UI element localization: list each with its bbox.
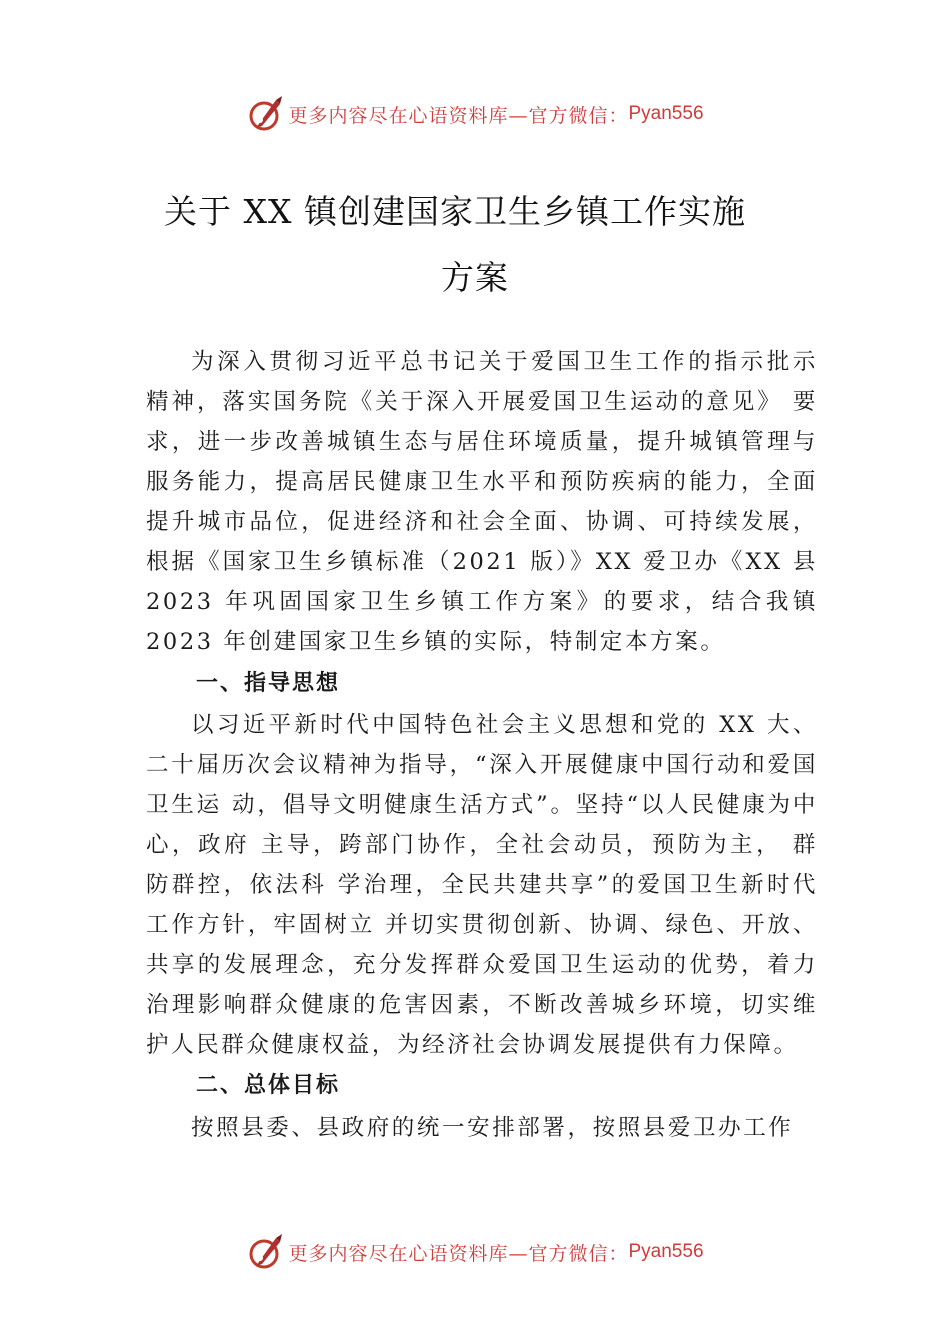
section-2-paragraph: 按照县委、县政府的统一安排部署，按照县爱卫办工作 <box>191 1115 794 1141</box>
wechat-id: Pyan556 <box>628 103 704 124</box>
banner-text: 更多内容尽在心语资料库—官方微信： <box>288 1242 629 1265</box>
section-1-paragraph: 以习近平新时代中国特色社会主义思想和党的 XX 大、二十届历次会议精神为指导，“深入开展健康中国行动和爱国卫生运 动，倡导文明健康生活方式”。坚持“以人民健康为中心，政府 主导，跨部门协作，全社会动员，预防为主， 群防群控，依法科 学治理，全民共建共享”的爱国卫生新时代工作方针，牢固树立 并切实贯彻创新、协调、绿色、开放、共享的发展理念，充分发挥群众爱国卫生运动的优势，着力治理影响群众健康的危害因素，不断改善城乡环境，切实维护人民群众健康权益，为经济社会协调发展提供有力保障。 <box>146 712 818 1058</box>
intro-paragraph: 为深入贯彻习近平总书记关于爱国卫生工作的指示批示精神，落实国务院《关于深入开展爱国卫生运动的意见》 要求，进一步改善城镇生态与居住环境质量，提升城镇管理与服务能力，提高居民健康卫生水平和预防疾病的能力，全面提升城市品位，促进经济和社会全面、协调、可持续发展， 根据《国家卫生乡镇标准（2021 版）》XX 爱卫办《XX 县 2023 年巩固国家卫生乡镇工作方案》的要求，结合我镇 2023 年创建国家卫生乡镇的实际，特制定本方案。 <box>146 349 818 655</box>
footer-banner <box>0 1230 950 1274</box>
document-title-line-2: 方案 <box>441 258 509 297</box>
quill-pen-logo-icon <box>246 1232 286 1272</box>
wechat-id: Pyan556 <box>628 1241 704 1262</box>
document-title-line-1: 关于 XX 镇创建国家卫生乡镇工作实施 <box>164 192 746 231</box>
quill-pen-logo-icon <box>246 94 286 134</box>
section-1-heading: 一、指导思想 <box>196 671 341 696</box>
section-2-heading: 二、总体目标 <box>196 1073 341 1098</box>
banner-text: 更多内容尽在心语资料库—官方微信： <box>288 104 629 127</box>
header-banner <box>0 92 950 136</box>
